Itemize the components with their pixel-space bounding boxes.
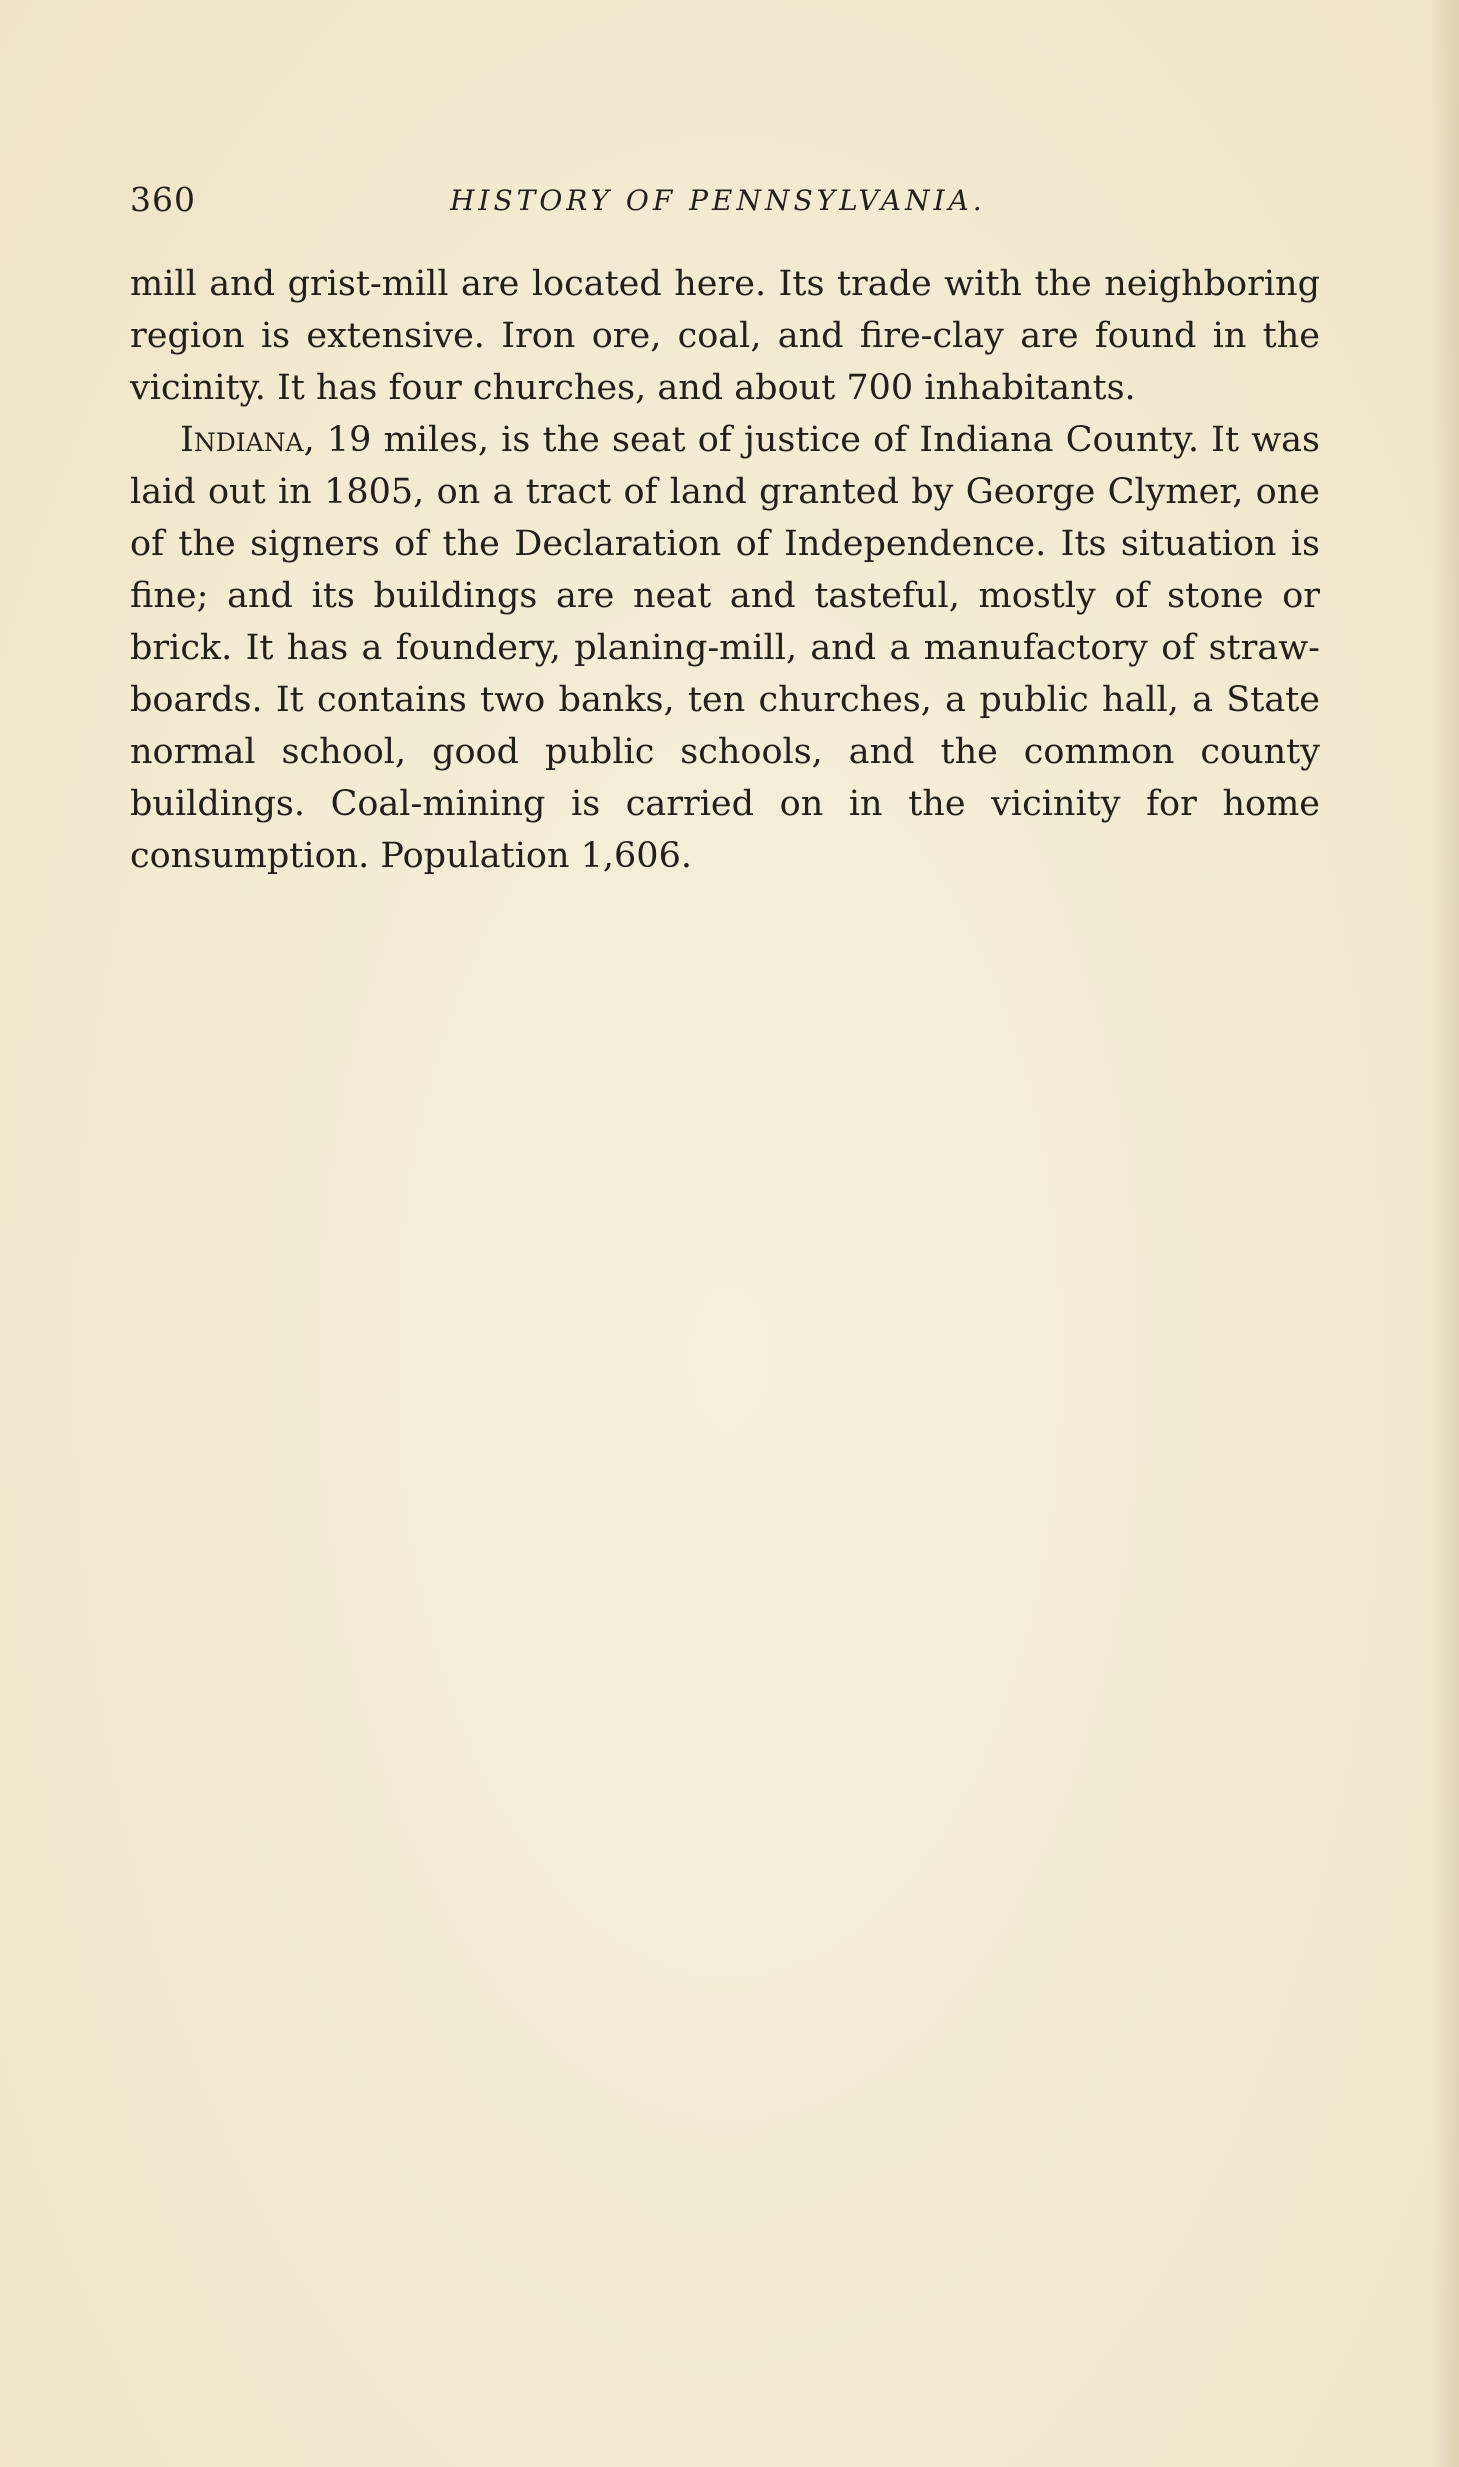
running-title: HISTORY OF PENNSYLVANIA. xyxy=(450,184,986,217)
body-text xyxy=(130,258,1320,882)
paragraph-lead-term: Indiana, xyxy=(180,420,315,460)
paragraph-text: 19 miles, is the seat of justice of Indiana County. It was laid out in 1805, on a tract of land granted by George Clymer, one of the signers of the Declaration of Independence. Its situation is fine; and its buildings are neat and tasteful, mostly of stone or brick. It has a foundery, planing-mill, and a manufactory of straw-boards. It contains two banks, ten churches, a public hall, a State normal school, good public schools, and the common county buildings. Coal-mining is carried on in the vicinity for home consumption. Population 1,606. xyxy=(130,420,1320,876)
page-number: 360 xyxy=(130,180,196,219)
paragraph-text: mill and grist-mill are located here. Its trade with the neighboring region is extensive. Iron ore, coal, and fire-clay are found in the vicinity. It has four churches, and about 700 inhabitants. xyxy=(130,264,1320,408)
page-edge-shadow xyxy=(1431,0,1459,2467)
page-header xyxy=(130,180,1320,230)
paragraph-indiana xyxy=(130,414,1320,882)
paragraph-continuation xyxy=(130,258,1320,414)
